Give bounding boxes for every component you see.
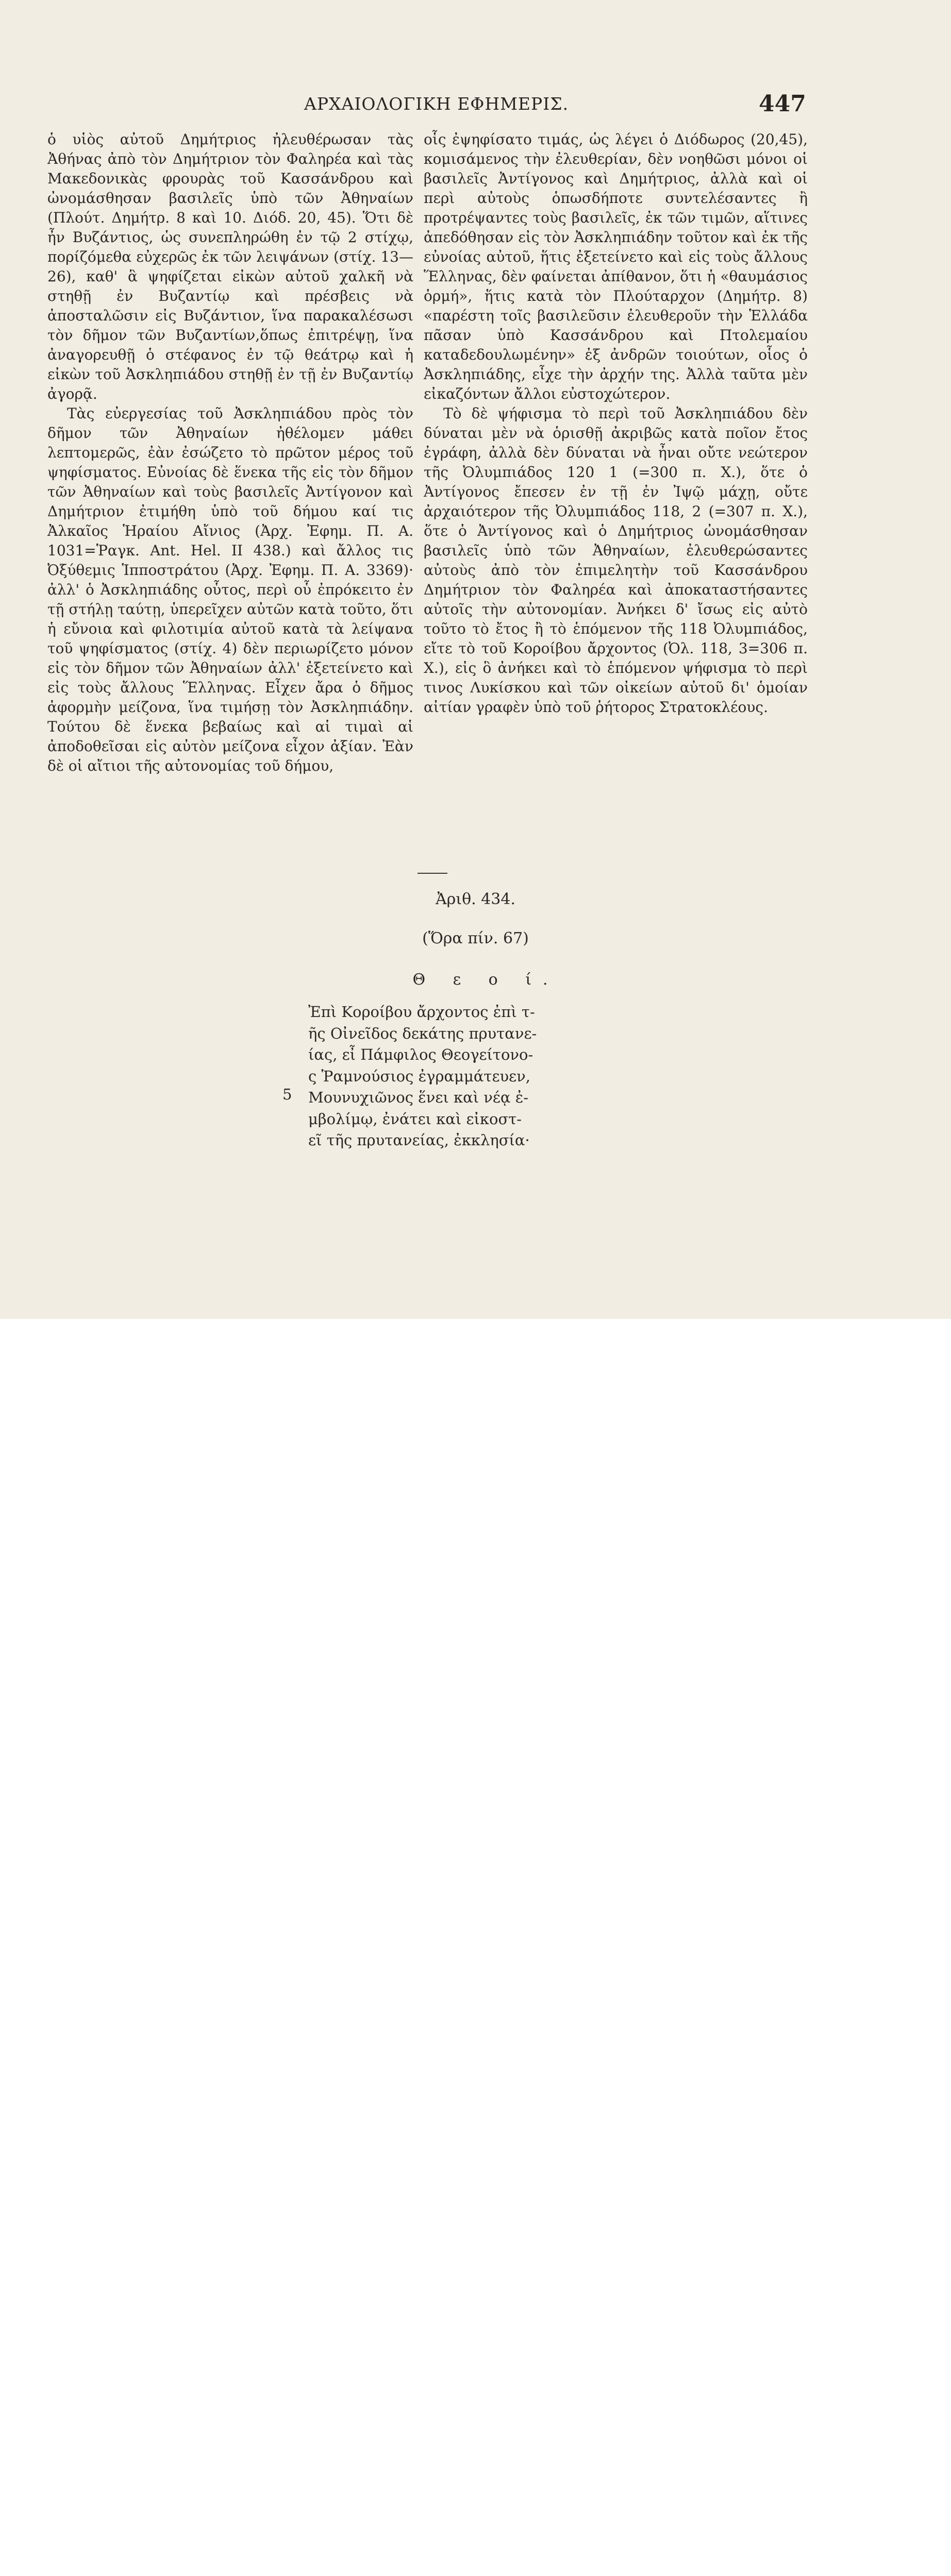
plate-reference: (Ὅρα πίν. 67) xyxy=(422,929,529,947)
page-number: 447 xyxy=(759,91,806,117)
inscription-text xyxy=(308,1002,535,1151)
left-paragraph-1: ὁ υἱὸς αὐτοῦ Δημήτριος ἠλευθέρωσαν τὰς Ἀθήνας ἀπὸ τὸν Δημήτριον τὸν Φαληρέα καὶ τὰς Μακεδονικὰς φρουρὰς τοῦ Κασσάνδρου καὶ ὠνομάσθησαν βασιλεῖς ὑπὸ τῶν Ἀθηναίων (Πλούτ. Δημήτρ. 8 καὶ 10. Διόδ. 20, 45). Ὅτι δὲ ἦν Βυζάντιος, ὡς συνεπληρώθη ἐν τῷ 2 στίχῳ, πορίζόμεθα εὐχερῶς ἐκ τῶν λειψάνων (στίχ. 13—26), καθ' ἃ ψηφίζεται εἰκὼν αὐτοῦ χαλκῆ νὰ στηθῇ ἐν Βυζαντίῳ καὶ πρέσβεις νὰ ἀποσταλῶσιν εἰς Βυζάντιον, ἵνα παρακαλέσωσι τὸν δῆμον τῶν Βυζαντίων,ὅπως ἐπιτρέψῃ, ἵνα ἀναγορευθῇ ὁ στέφανος ἐν τῷ θεάτρῳ καὶ ἡ εἰκὼν τοῦ Ἀσκληπιάδου στηθῇ ἐν τῇ ἐν Βυζαντίῳ ἀγορᾷ. xyxy=(47,131,413,402)
inscription-line: Ἐπὶ Κοροίβου ἄρχοντος ἐπὶ τ- xyxy=(308,1003,535,1021)
right-paragraph-2: Τὸ δὲ ψήφισμα τὸ περὶ τοῦ Ἀσκληπιάδου δὲν δύναται μὲν νὰ ὁρισθῇ ἀκριβῶς κατὰ ποῖον ἔτος ἐγράφη, ἀλλὰ δὲν δύναται νὰ ἦναι οὔτε νεώτερον τῆς Ὀλυμπιάδος 120 1 (=300 π. Χ.), ὅτε ὁ Ἀντίγονος ἔπεσεν ἐν τῇ ἐν Ἰψῷ μάχῃ, οὔτε ἀρχαιότερον τῆς Ὀλυμπιάδος 118, 2 (=307 π. Χ.), ὅτε ὁ Ἀντίγονος καὶ ὁ Δημήτριος ὠνομάσθησαν βασιλεῖς ὑπὸ τῶν Ἀθηναίων, ἐλευθερώσαντες αὐτοὺς ἀπὸ τὸν ἐπιμελητὴν τοῦ Κασσάνδρου Δημήτριον τὸν Φαληρέα καὶ ἀποκαταστήσαντες αὐτοῖς τὴν αὐτονομίαν. Ἀνήκει δ' ἴσως εἰς αὐτὸ τοῦτο τὸ ἔτος ἢ τὸ ἑπόμενον τῆς 118 Ὀλυμπιάδος, εἴτε τὸ τοῦ Κοροίβου ἄρχοντος (Ὀλ. 118, 3=306 π. Χ.), εἰς ὃ ἀνήκει καὶ τὸ ἑπόμενον ψήφισμα τὸ περὶ τινος Λυκίσκου καὶ τῶν οἰκείων αὐτοῦ δι' ὁμοίαν αἰτίαν γραφὲν ὑπὸ τοῦ ῥήτορος Στρατοκλέους. xyxy=(424,405,808,716)
line-number-marker: 5 xyxy=(282,1086,292,1103)
right-column xyxy=(424,130,808,717)
inscription-line: ίας, εἶ Πάμφιλος Θεογείτονο- xyxy=(308,1046,533,1063)
left-paragraph-2: Τὰς εὐεργεσίας τοῦ Ἀσκληπιάδου πρὸς τὸν δῆμον τῶν Ἀθηναίων ἠθέλομεν μάθει λεπτομερῶς, ἐὰν ἐσώζετο τὸ πρῶτον μέρος τοῦ ψηφίσματος. Εὐνοίας δὲ ἕνεκα τῆς εἰς τὸν δῆμον τῶν Ἀθηναίων καὶ τοὺς βασιλεῖς Ἀντίγονον καὶ Δημήτριον ἐτιμήθη ὑπὸ τοῦ δήμου καί τις Ἀλκαῖος Ἡραίου Αἴνιος (Ἀρχ. Ἐφημ. Π. Α. 1031=Ῥαγκ. Ant. Hel. II 438.) καὶ ἄλλος τις Ὀξύθεμις Ἱπποστράτου (Ἀρχ. Ἐφημ. Π. Α. 3369)· ἀλλ' ὁ Ἀσκληπιάδης οὗτος, περὶ οὗ ἐπρόκειτο ἐν τῇ στήλῃ ταύτῃ, ὑπερεῖχεν αὐτῶν κατὰ τοῦτο, ὅτι ἡ εὔνοια καὶ φιλοτιμία αὐτοῦ κατὰ τὰ λείψανα τοῦ ψηφίσματος (στίχ. 4) δὲν περιωρίζετο μόνον εἰς τὸν δῆμον τῶν Ἀθηναίων ἀλλ' ἐξετείνετο καὶ εἰς τοὺς ἄλλους Ἕλληνας. Εἶχεν ἄρα ὁ δῆμος ἀφορμὴν μείζονα, ἵνα τιμήσῃ τὸν Ἀσκληπιάδην. Τούτου δὲ ἕνεκα βεβαίως καὶ αἱ τιμαὶ αἱ ἀποδοθεῖσαι εἰς αὐτὸν μείζονα εἶχον ἀξίαν. Ἐὰν δὲ οἱ αἴτιοι τῆς αὐτονομίας τοῦ δήμου, xyxy=(47,405,413,774)
inscription-line: ῆς Οἰνεῖδος δεκάτης πρυτανε- xyxy=(308,1024,537,1042)
digitization-footer xyxy=(0,1319,951,1411)
inscription-line: Μουνυχιῶνος ἕνει καὶ νέᾳ ἐ- xyxy=(308,1089,529,1106)
inscription-number: Ἀριθ. 434. xyxy=(436,890,515,908)
inscription-line: ς Ῥαμνούσιος ἐγραμμάτευεν, xyxy=(308,1067,530,1085)
inscription-line: μβολίμῳ, ἐνάτει καὶ εἰκοστ- xyxy=(308,1110,522,1128)
journal-title: ΑΡΧΑΙΟΛΟΓΙΚΗ ΕΦΗΜΕΡΙΣ. xyxy=(304,94,569,114)
section-divider xyxy=(418,873,447,874)
inscription-invocation: Θ ε ο ί. xyxy=(412,971,559,989)
right-paragraph-1: οἷς ἐψηφίσατο τιμάς, ὡς λέγει ὁ Διόδωρος (20,45), κομισάμενος τὴν ἐλευθερίαν, δὲν νοηθῶσι μόνοι οἱ βασιλεῖς Ἀντίγονος καὶ Δημήτριος, ἀλλὰ καὶ οἱ περὶ αὐτοὺς ὁπωσδήποτε συντελέσαντες ἢ προτρέψαντες τοὺς βασιλεῖς, ἐκ τῶν τιμῶν, αἵτινες ἀπεδόθησαν εἰς τὸν Ἀσκληπιάδην τοῦτον καὶ ἐκ τῆς εὐνοίας αὐτοῦ, ἥτις ἐξετείνετο καὶ εἰς τοὺς ἄλλους Ἕλληνας, δὲν φαίνεται ἀπίθανον, ὅτι ἡ «θαυμάσιος ὁρμή», ἥτις κατὰ τὸν Πλούταρχον (Δημήτρ. 8) «παρέστη τοῖς βασιλεῦσιν ἐλευθεροῦν τὴν Ἑλλάδα πᾶσαν ὑπὸ Κασσάνδρου καὶ Πτολεμαίου καταδεδουλωμένην» ἐξ ἀνδρῶν τοιούτων, οἷος ὁ Ἀσκληπιάδης, εἶχε τὴν ἀρχήν της. Ἀλλὰ ταῦτα μὲν εἰκαζόντων ἄλλοι εὐστοχώτερον. xyxy=(424,131,808,402)
inscription-line: εῖ τῆς πρυτανείας, ἐκκλησία· xyxy=(308,1131,530,1149)
left-column xyxy=(47,130,413,776)
